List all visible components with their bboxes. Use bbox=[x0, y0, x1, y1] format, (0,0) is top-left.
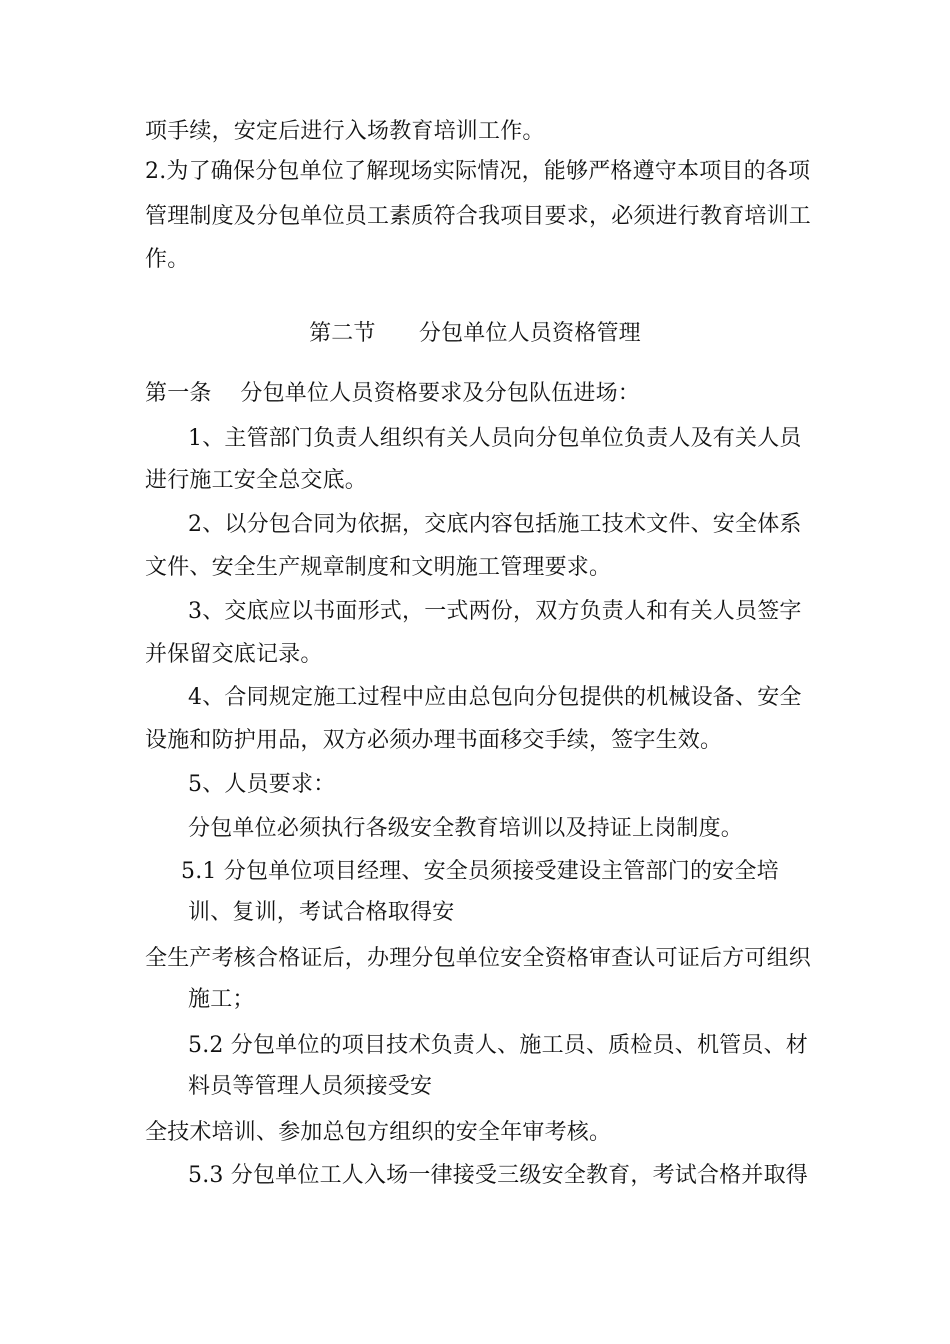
subitem-line: 料员等管理人员须接受安 bbox=[188, 1074, 433, 1099]
subitem-line: 施工； bbox=[188, 987, 255, 1012]
list-item-title: 5、人员要求： bbox=[188, 772, 336, 797]
paragraph-line: 项手续，安定后进行入场教育培训工作。 bbox=[145, 119, 545, 144]
list-item-line: 设施和防护用品，双方必须办理书面移交手续，签字生效。 bbox=[145, 728, 723, 753]
paragraph-line: 分包单位必须执行各级安全教育培训以及持证上岗制度。 bbox=[188, 816, 744, 841]
list-item-line: 1、主管部门负责人组织有关人员向分包单位负责人及有关人员 bbox=[188, 426, 802, 451]
subitem-line: 5.3 分包单位工人入场一律接受三级安全教育，考试合格并取得 bbox=[188, 1163, 808, 1188]
paragraph-line: 作。 bbox=[145, 247, 190, 272]
list-item-line: 并保留交底记录。 bbox=[145, 642, 323, 667]
subitem-line: 全生产考核合格证后，办理分包单位安全资格审查认可证后方可组织 bbox=[145, 946, 812, 971]
article-title: 第一条 分包单位人员资格要求及分包队伍进场： bbox=[145, 381, 640, 406]
list-item-line: 进行施工安全总交底。 bbox=[145, 468, 368, 493]
subitem-line: 训、复训，考试合格取得安 bbox=[188, 900, 455, 925]
list-item-line: 文件、安全生产规章制度和文明施工管理要求。 bbox=[145, 555, 612, 580]
paragraph-line: 2.为了确保分包单位了解现场实际情况，能够严格遵守本项目的各项 bbox=[145, 159, 811, 184]
subitem-line: 5.2 分包单位的项目技术负责人、施工员、质检员、机管员、材 bbox=[188, 1033, 808, 1058]
section-title: 第二节 分包单位人员资格管理 bbox=[309, 321, 641, 346]
subitem-line: 5.1 分包单位项目经理、安全员须接受建设主管部门的安全培 bbox=[181, 859, 779, 884]
list-item-line: 3、交底应以书面形式，一式两份，双方负责人和有关人员签字 bbox=[188, 599, 802, 624]
paragraph-line: 管理制度及分包单位员工素质符合我项目要求，必须进行教育培训工 bbox=[145, 204, 812, 229]
subitem-line: 全技术培训、参加总包方组织的安全年审考核。 bbox=[145, 1120, 612, 1145]
list-item-line: 4、合同规定施工过程中应由总包向分包提供的机械设备、安全 bbox=[188, 685, 802, 710]
list-item-line: 2、以分包合同为依据，交底内容包括施工技术文件、安全体系 bbox=[188, 512, 802, 537]
